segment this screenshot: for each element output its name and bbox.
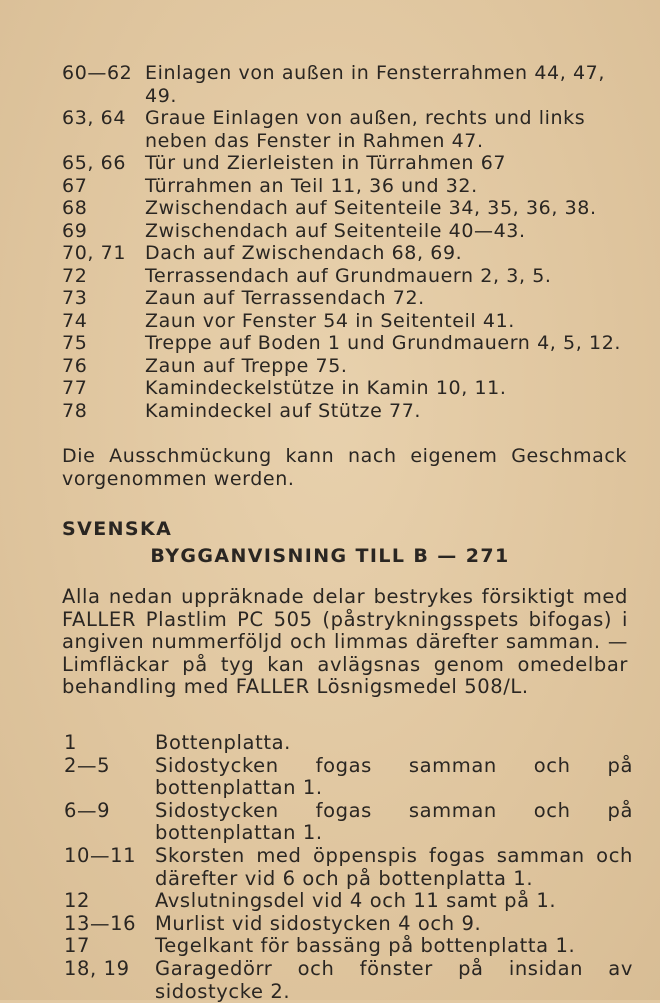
part-instruction: Bottenplatta. [155,731,291,754]
part-number: 73 [62,287,88,309]
part-instruction: Kamindeckelstütze in Kamin 10, 11. [145,377,507,399]
list-item [0,913,660,936]
list-item [0,755,660,800]
part-instruction: Einlagen von außen in Fensterrahmen 44, 47, 49. [145,62,605,107]
part-number: 69 [62,219,88,242]
part-number: 2—5 [64,753,111,777]
list-item [0,62,660,107]
part-number: 67 [62,174,88,197]
part-number: 74 [62,309,88,332]
part-number: 70, 71 [62,242,127,264]
list-item [0,332,660,355]
part-instruction: Treppe auf Boden 1 und Grundmauern 4, 5, 12. [145,332,622,354]
part-number: 77 [62,377,88,399]
german-decoration-note: Die Ausschmückung kann nach eigenem Geschmack vorgenommen werden. [62,445,627,490]
part-number: 78 [62,399,88,422]
list-item [0,355,660,378]
part-instruction: Zwischendach auf Seitenteile 34, 35, 36, 38. [145,197,597,219]
part-number: 17 [64,934,91,958]
list-item [0,287,660,310]
part-instruction: Sidostycken fogas samman och på bottenplattan 1. [155,753,633,800]
part-number: 72 [62,264,88,287]
part-instruction: Zaun auf Treppe 75. [145,354,348,377]
part-number: 60—62 [62,62,133,84]
german-parts-list [0,62,660,422]
language-label: SVENSKA [62,518,173,540]
list-item [0,175,660,198]
part-number: 10—11 [64,843,137,867]
part-instruction: Avslutningsdel vid 4 och 11 samt på 1. [155,889,557,913]
list-item [0,845,660,890]
part-number: 6—9 [64,798,111,822]
list-item [0,242,660,265]
part-number: 76 [62,354,88,377]
part-instruction: Zaun vor Fenster 54 in Seitenteil 41. [145,309,515,332]
list-item [0,310,660,333]
list-item [0,265,660,288]
part-number: 13—16 [64,911,137,935]
part-instruction: Tegelkant för bassäng på bottenplatta 1. [155,934,576,958]
part-instruction: Sidostycken fogas samman och på bottenplattan 1. [155,798,633,845]
part-instruction: Terrassendach auf Grundmauern 2, 3, 5. [145,264,552,287]
part-number: 12 [64,889,91,913]
part-number: 18, 19 [64,956,130,980]
list-item [0,732,660,755]
list-item [0,958,660,1003]
list-item [0,800,660,845]
list-item [0,197,660,220]
swedish-intro-paragraph: Alla nedan uppräknade delar bestrykes försiktigt med FALLER Plastlim PC 505 (påstrykningsspets bifogas) i angiven nummerföljd och limmas därefter samman. — Limfläckar på tyg kan avlägsnas genom omedelbar behandling med FALLER Lösnigsmedel 508/L. [62,585,628,699]
part-number: 68 [62,197,88,219]
list-item [0,107,660,152]
section-heading: BYGGANVISNING TILL B — 271 [150,545,510,567]
swedish-parts-list [0,732,660,1003]
part-instruction: Türrahmen an Teil 11, 36 und 32. [145,174,478,197]
part-number: 75 [62,332,88,354]
list-item [0,400,660,423]
list-item [0,377,660,400]
part-instruction: Graue Einlagen von außen, rechts und links neben das Fenster in Rahmen 47. [145,107,586,152]
list-item [0,890,660,913]
part-instruction: Tür und Zierleisten in Türrahmen 67 [145,152,507,174]
list-item [0,220,660,243]
part-number: 1 [64,731,78,754]
part-number: 63, 64 [62,107,127,129]
part-instruction: Garagedörr och fönster på insidan av sidostycke 2. [155,956,633,1003]
part-instruction: Zwischendach auf Seitenteile 40—43. [145,219,526,242]
part-instruction: Murlist vid sidostycken 4 och 9. [155,911,482,935]
part-number: 65, 66 [62,152,127,174]
part-instruction: Kamindeckel auf Stütze 77. [145,399,422,422]
list-item [0,152,660,175]
part-instruction: Dach auf Zwischendach 68, 69. [145,242,463,264]
part-instruction: Zaun auf Terrassendach 72. [145,287,425,309]
part-instruction: Skorsten med öppenspis fogas samman och därefter vid 6 och på bottenplatta 1. [155,843,633,890]
list-item [0,935,660,958]
